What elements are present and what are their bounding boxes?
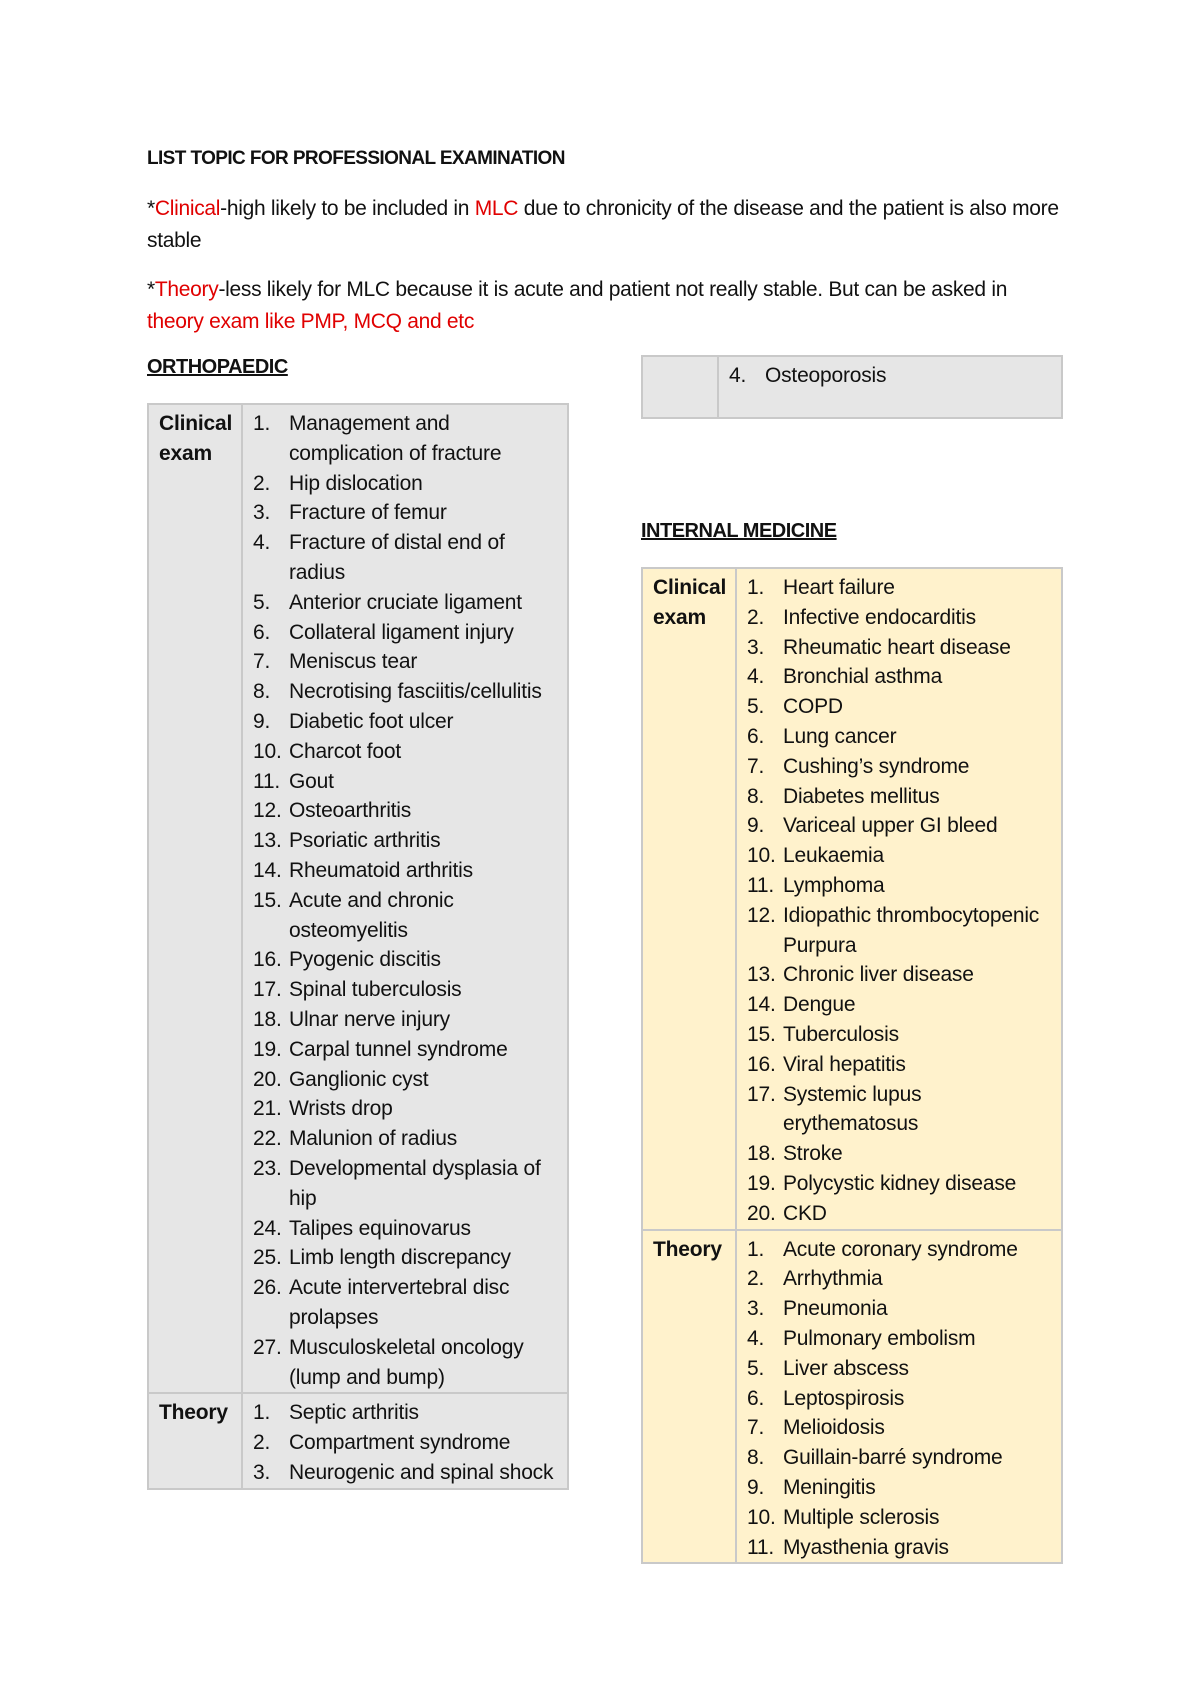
item-text: Leptospirosis bbox=[783, 1386, 905, 1410]
list-item bbox=[737, 1503, 1055, 1533]
item-text: Fracture of femur bbox=[289, 501, 447, 525]
item-text: Neurogenic and spinal shock bbox=[289, 1460, 554, 1484]
table-row bbox=[642, 356, 1062, 418]
item-number: 6. bbox=[253, 620, 271, 644]
list-item bbox=[737, 752, 1055, 782]
item-number: 15. bbox=[253, 888, 282, 912]
item-number: 2. bbox=[747, 1267, 765, 1291]
list-item bbox=[737, 722, 1055, 752]
item-text: Arrhythmia bbox=[783, 1267, 883, 1291]
item-number: 11. bbox=[747, 873, 775, 897]
topic-cell bbox=[736, 1230, 1062, 1564]
item-text: Pulmonary embolism bbox=[783, 1326, 976, 1350]
list-item bbox=[243, 1428, 561, 1458]
list-item bbox=[243, 796, 561, 826]
item-number: 7. bbox=[747, 754, 765, 778]
item-text: Lymphoma bbox=[783, 873, 885, 897]
item-number: 1. bbox=[253, 412, 271, 435]
item-number: 8. bbox=[747, 1446, 765, 1470]
list-item bbox=[737, 782, 1055, 812]
item-number: 19. bbox=[747, 1171, 776, 1195]
orthopaedic-heading: ORTHOPAEDIC bbox=[147, 356, 288, 378]
item-text: Lung cancer bbox=[783, 724, 897, 748]
note-text: due to chronicity of the disease and the patient is also more stable bbox=[147, 197, 1059, 252]
list-item bbox=[737, 871, 1055, 901]
list-item bbox=[243, 886, 561, 946]
topic-cell bbox=[242, 1393, 568, 1488]
list-item bbox=[243, 1333, 561, 1393]
item-number: 24. bbox=[253, 1216, 282, 1240]
theory-label: Theory bbox=[148, 1393, 242, 1488]
item-text: Developmental dysplasia of hip bbox=[289, 1156, 541, 1210]
mlc-term: MLC bbox=[474, 197, 519, 220]
list-item bbox=[737, 573, 1055, 603]
item-text: Gout bbox=[289, 769, 334, 793]
item-text: Rheumatic heart disease bbox=[783, 635, 1011, 659]
topic-cell bbox=[242, 404, 568, 1393]
item-number: 7. bbox=[747, 1416, 765, 1440]
item-text: Ganglionic cyst bbox=[289, 1067, 429, 1091]
item-text: Septic arthritis bbox=[289, 1401, 419, 1425]
item-text: Rheumatoid arthritis bbox=[289, 858, 473, 882]
item-text: Leukaemia bbox=[783, 844, 884, 868]
item-text: Polycystic kidney disease bbox=[783, 1171, 1017, 1195]
item-text: Acute intervertebral disc prolapses bbox=[289, 1276, 510, 1329]
item-number: 13. bbox=[747, 963, 776, 987]
item-number: 9. bbox=[253, 709, 271, 733]
item-number: 3. bbox=[253, 1460, 271, 1484]
list-item bbox=[243, 737, 561, 767]
item-text: CKD bbox=[783, 1201, 827, 1225]
item-text: Variceal upper GI bleed bbox=[783, 814, 998, 838]
list-item bbox=[737, 662, 1055, 692]
clinical-exam-label: Clinical exam bbox=[642, 568, 736, 1230]
list-item bbox=[243, 1154, 561, 1214]
list-item bbox=[737, 901, 1055, 961]
list-item bbox=[243, 1035, 561, 1065]
item-number: 17. bbox=[253, 978, 282, 1002]
item-text: Idiopathic thrombocytopenic Purpura bbox=[783, 903, 1040, 957]
item-text: Diabetes mellitus bbox=[783, 784, 940, 808]
internal-medicine-table bbox=[641, 567, 1063, 1564]
list-item bbox=[243, 498, 561, 528]
item-number: 10. bbox=[747, 1505, 776, 1529]
item-number: 20. bbox=[747, 1201, 776, 1225]
item-number: 1. bbox=[747, 576, 765, 599]
item-text: Management and complication of fracture bbox=[289, 412, 502, 465]
item-number: 1. bbox=[747, 1237, 765, 1261]
list-item bbox=[737, 841, 1055, 871]
orthopaedic-table bbox=[147, 403, 569, 1490]
list-item bbox=[737, 1443, 1055, 1473]
orthopaedic-table-continued bbox=[641, 355, 1063, 419]
list-item bbox=[243, 856, 561, 886]
item-number: 5. bbox=[747, 695, 765, 719]
list-item bbox=[243, 1094, 561, 1124]
list-item bbox=[243, 469, 561, 499]
list-item bbox=[243, 1124, 561, 1154]
item-text: Viral hepatitis bbox=[783, 1052, 906, 1076]
item-number: 4. bbox=[747, 1326, 765, 1350]
empty-label-cell bbox=[642, 356, 718, 418]
item-number: 4. bbox=[729, 364, 747, 387]
item-number: 20. bbox=[253, 1067, 282, 1091]
item-number: 22. bbox=[253, 1127, 282, 1151]
item-number: 3. bbox=[747, 1297, 765, 1321]
note-text: -high likely to be included in bbox=[220, 197, 475, 220]
list-item bbox=[243, 945, 561, 975]
item-number: 17. bbox=[747, 1082, 776, 1106]
list-item bbox=[737, 603, 1055, 633]
list-item bbox=[737, 1020, 1055, 1050]
item-number: 4. bbox=[747, 665, 765, 689]
list-item bbox=[737, 1324, 1055, 1354]
table-row bbox=[642, 568, 1062, 1230]
note-star: * bbox=[147, 197, 155, 220]
item-number: 5. bbox=[253, 590, 271, 614]
item-text: Collateral ligament injury bbox=[289, 620, 514, 644]
item-number: 10. bbox=[747, 844, 776, 868]
item-number: 15. bbox=[747, 1022, 776, 1046]
theory-topic-list bbox=[737, 1231, 1061, 1563]
list-item bbox=[243, 677, 561, 707]
item-text: Osteoporosis bbox=[765, 364, 887, 387]
item-number: 11. bbox=[747, 1535, 775, 1559]
list-item bbox=[243, 1458, 561, 1488]
item-number: 25. bbox=[253, 1246, 282, 1270]
list-item bbox=[737, 633, 1055, 663]
list-item bbox=[737, 1169, 1055, 1199]
clinical-topic-list bbox=[243, 405, 567, 1392]
clinical-note bbox=[147, 193, 1067, 257]
item-text: Osteoarthritis bbox=[289, 799, 412, 823]
item-text: Chronic liver disease bbox=[783, 963, 974, 987]
item-number: 3. bbox=[253, 501, 271, 525]
item-text: Ulnar nerve injury bbox=[289, 1007, 450, 1031]
item-number: 12. bbox=[747, 903, 776, 927]
table-row bbox=[148, 1393, 568, 1488]
theory-term: Theory bbox=[154, 278, 219, 301]
list-item bbox=[243, 975, 561, 1005]
list-item bbox=[737, 692, 1055, 722]
theory-exam-text: theory exam like PMP, MCQ and etc bbox=[147, 310, 475, 333]
item-text: Limb length discrepancy bbox=[289, 1246, 511, 1270]
item-text: Hip dislocation bbox=[289, 471, 423, 495]
list-item bbox=[243, 647, 561, 677]
item-number: 2. bbox=[747, 605, 765, 629]
theory-topic-list bbox=[719, 357, 1061, 391]
item-number: 19. bbox=[253, 1037, 282, 1061]
item-number: 16. bbox=[253, 948, 282, 972]
item-text: Pneumonia bbox=[783, 1297, 888, 1321]
item-text: Diabetic foot ulcer bbox=[289, 709, 454, 733]
list-item bbox=[737, 990, 1055, 1020]
item-number: 18. bbox=[747, 1142, 776, 1166]
item-number: 5. bbox=[747, 1356, 765, 1380]
item-text: Wrists drop bbox=[289, 1097, 393, 1121]
item-number: 21. bbox=[253, 1097, 282, 1121]
item-text: Acute and chronic osteomyelitis bbox=[289, 888, 454, 942]
note-text: -less likely for MLC because it is acute and patient not really stable. But can be asked in bbox=[218, 278, 1008, 301]
item-number: 6. bbox=[747, 724, 765, 748]
item-text: Systemic lupus erythematosus bbox=[783, 1082, 922, 1136]
item-number: 18. bbox=[253, 1007, 282, 1031]
item-text: Charcot foot bbox=[289, 739, 401, 763]
list-item bbox=[737, 1264, 1055, 1294]
list-item bbox=[243, 1273, 561, 1333]
item-text: Multiple sclerosis bbox=[783, 1505, 940, 1529]
item-text: Musculoskeletal oncology (lump and bump) bbox=[289, 1335, 524, 1389]
list-item bbox=[737, 1235, 1055, 1265]
item-number: 2. bbox=[253, 1431, 271, 1455]
list-item bbox=[243, 707, 561, 737]
table-row bbox=[148, 404, 568, 1393]
item-text: Malunion of radius bbox=[289, 1127, 457, 1151]
item-text: Cushing’s syndrome bbox=[783, 754, 970, 778]
list-item bbox=[737, 1294, 1055, 1324]
item-text: Carpal tunnel syndrome bbox=[289, 1037, 508, 1061]
item-text: Meningitis bbox=[783, 1475, 876, 1499]
item-number: 6. bbox=[747, 1386, 765, 1410]
item-number: 14. bbox=[253, 858, 282, 882]
topic-cell bbox=[736, 568, 1062, 1230]
item-number: 26. bbox=[253, 1276, 282, 1300]
list-item bbox=[737, 1050, 1055, 1080]
list-item bbox=[243, 1243, 561, 1273]
item-number: 14. bbox=[747, 993, 776, 1017]
theory-label: Theory bbox=[642, 1230, 736, 1564]
theory-topic-list bbox=[243, 1394, 567, 1487]
item-number: 4. bbox=[253, 531, 271, 555]
item-text: Guillain-barré syndrome bbox=[783, 1446, 1003, 1470]
list-item bbox=[243, 409, 561, 469]
clinical-term: Clinical bbox=[154, 197, 221, 220]
note-star: * bbox=[147, 278, 155, 301]
list-item bbox=[737, 1354, 1055, 1384]
item-number: 9. bbox=[747, 814, 765, 838]
item-number: 27. bbox=[253, 1335, 282, 1359]
item-text: Spinal tuberculosis bbox=[289, 978, 462, 1002]
item-number: 3. bbox=[747, 635, 765, 659]
list-item bbox=[737, 1199, 1055, 1229]
item-text: Tuberculosis bbox=[783, 1022, 899, 1046]
item-text: Talipes equinovarus bbox=[289, 1216, 471, 1240]
list-item bbox=[243, 1398, 561, 1428]
list-item bbox=[719, 361, 1055, 391]
item-text: Stroke bbox=[783, 1142, 843, 1166]
item-number: 2. bbox=[253, 471, 271, 495]
list-item bbox=[243, 1065, 561, 1095]
item-text: Psoriatic arthritis bbox=[289, 829, 441, 853]
item-text: Fracture of distal end of radius bbox=[289, 531, 505, 584]
list-item bbox=[737, 960, 1055, 990]
theory-note bbox=[147, 274, 1067, 338]
item-text: Heart failure bbox=[783, 576, 895, 599]
item-text: Necrotising fasciitis/cellulitis bbox=[289, 680, 542, 704]
list-item bbox=[737, 1139, 1055, 1169]
item-text: Infective endocarditis bbox=[783, 605, 976, 629]
list-item bbox=[243, 767, 561, 797]
item-text: COPD bbox=[783, 695, 843, 719]
item-text: Melioidosis bbox=[783, 1416, 885, 1440]
list-item bbox=[737, 1384, 1055, 1414]
clinical-topic-list bbox=[737, 569, 1061, 1229]
list-item bbox=[243, 528, 561, 588]
item-text: Dengue bbox=[783, 993, 856, 1017]
list-item bbox=[243, 618, 561, 648]
list-item bbox=[243, 1005, 561, 1035]
item-number: 8. bbox=[747, 784, 765, 808]
item-number: 23. bbox=[253, 1156, 282, 1180]
list-item bbox=[737, 1473, 1055, 1503]
list-item bbox=[243, 826, 561, 856]
item-number: 16. bbox=[747, 1052, 776, 1076]
item-text: Pyogenic discitis bbox=[289, 948, 441, 972]
item-text: Bronchial asthma bbox=[783, 665, 943, 689]
item-text: Acute coronary syndrome bbox=[783, 1237, 1018, 1261]
item-text: Anterior cruciate ligament bbox=[289, 590, 522, 614]
item-text: Meniscus tear bbox=[289, 650, 418, 674]
clinical-exam-label: Clinical exam bbox=[148, 404, 242, 1393]
list-item bbox=[243, 588, 561, 618]
list-item bbox=[737, 1080, 1055, 1140]
internal-medicine-heading: INTERNAL MEDICINE bbox=[641, 520, 837, 542]
item-number: 9. bbox=[747, 1475, 765, 1499]
topic-cell bbox=[718, 356, 1062, 418]
item-number: 13. bbox=[253, 829, 282, 853]
list-item bbox=[737, 1533, 1055, 1563]
list-item bbox=[243, 1214, 561, 1244]
item-text: Compartment syndrome bbox=[289, 1431, 511, 1455]
item-text: Myasthenia gravis bbox=[783, 1535, 949, 1559]
list-item bbox=[737, 811, 1055, 841]
page-title: LIST TOPIC FOR PROFESSIONAL EXAMINATION bbox=[147, 148, 565, 169]
list-item bbox=[737, 1413, 1055, 1443]
table-row bbox=[642, 1230, 1062, 1564]
item-number: 7. bbox=[253, 650, 271, 674]
item-number: 11. bbox=[253, 769, 281, 793]
item-text: Liver abscess bbox=[783, 1356, 909, 1380]
item-number: 1. bbox=[253, 1401, 271, 1425]
item-number: 10. bbox=[253, 739, 282, 763]
item-number: 8. bbox=[253, 680, 271, 704]
item-number: 12. bbox=[253, 799, 282, 823]
